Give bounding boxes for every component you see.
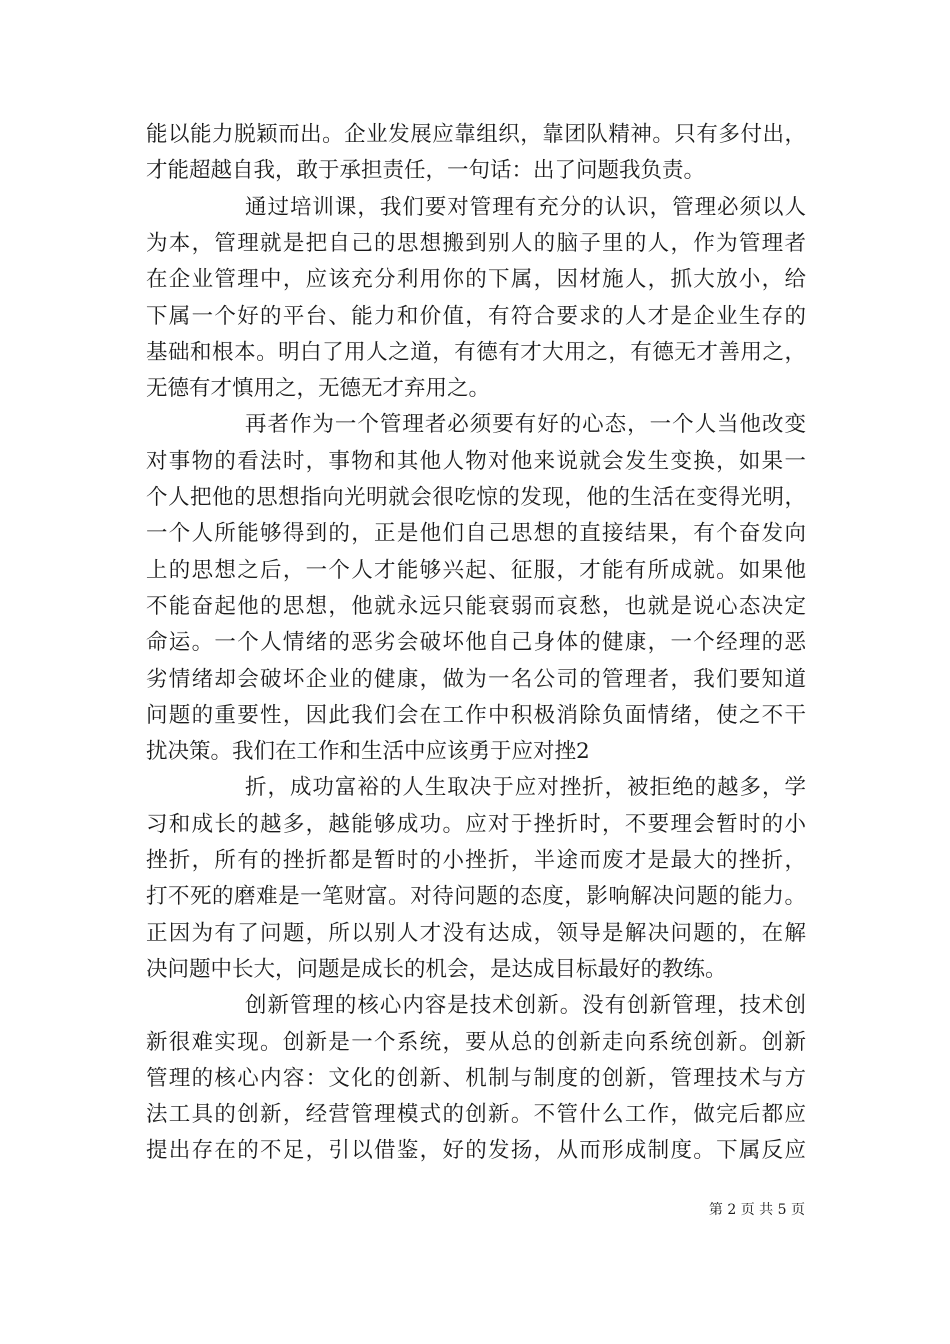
text-line: 一个人所能够得到的，正是他们自己思想的直接结果，有个奋发向: [146, 521, 806, 547]
text-line: 在企业管理中，应该充分利用你的下属，因材施人，抓大放小，给: [146, 267, 806, 293]
text-line: 对事物的看法时，事物和其他人物对他来说就会发生变换，如果一: [146, 448, 806, 474]
text-line: 无德有才慎用之，无德无才弃用之。: [146, 376, 491, 402]
text-line: 个人把他的思想指向光明就会很吃惊的发现，他的生活在变得光明，: [146, 485, 806, 510]
text-line: 下属一个好的平台、能力和价值，有符合要求的人才是企业生存的: [146, 303, 806, 329]
text-line: 创新管理的核心内容是技术创新。没有创新管理，技术创: [245, 993, 806, 1019]
text-line: 能以能力脱颖而出。企业发展应靠组织，靠团队精神。只有多付出，: [146, 122, 806, 147]
text-line: 才能超越自我，敢于承担责任，一句话：出了问题我负责。: [146, 158, 706, 184]
text-line: 折，成功富裕的人生取决于应对挫折，被拒绝的越多，学: [245, 775, 806, 801]
text-line: 正因为有了问题，所以别人才没有达成，领导是解决问题的，在解: [146, 920, 806, 946]
text-line: 习和成长的越多，越能够成功。应对于挫折时，不要理会暂时的小: [146, 811, 806, 837]
text-line: 问题的重要性，因此我们会在工作中积极消除负面情绪，使之不干: [146, 702, 806, 728]
text-line: 不能奋起他的思想，他就永远只能衰弱而哀愁，也就是说心态决定: [146, 593, 806, 619]
text-line: 再者作为一个管理者必须要有好的心态，一个人当他改变: [245, 412, 806, 438]
text-line: 打不死的磨难是一笔财富。对待问题的态度，影响解决问题的能力。: [146, 884, 806, 910]
text-line: 提出存在的不足，引以借鉴，好的发扬，从而形成制度。下属反应: [146, 1138, 806, 1164]
text-line: 为本，管理就是把自己的思想搬到别人的脑子里的人，作为管理者: [146, 230, 806, 256]
text-line: 上的思想之后，一个人才能够兴起、征服，才能有所成就。如果他: [146, 557, 806, 583]
text-line: 通过培训课，我们要对管理有充分的认识，管理必须以人: [245, 194, 806, 220]
text-line: 法工具的创新，经营管理模式的创新。不管什么工作，做完后都应: [146, 1102, 806, 1128]
text-line: 劣情绪却会破坏企业的健康，做为一名公司的管理者，我们要知道: [146, 666, 806, 692]
text-line: 扰决策。我们在工作和生活中应该勇于应对挫2: [146, 739, 590, 765]
text-line: 基础和根本。明白了用人之道，有德有才大用之，有德无才善用之，: [146, 339, 806, 365]
text-line: 管理的核心内容：文化的创新、机制与制度的创新，管理技术与方: [146, 1065, 806, 1091]
text-line: 决问题中长大，问题是成长的机会，是达成目标最好的教练。: [146, 956, 727, 982]
text-line: 挫折，所有的挫折都是暂时的小挫折，半途而废才是最大的挫折，: [146, 848, 806, 873]
text-line: 命运。一个人情绪的恶劣会破坏他自己身体的健康，一个经理的恶: [146, 630, 806, 656]
page-number-footer: 第 2 页 共 5 页: [708, 1202, 805, 1218]
text-line: 新很难实现。创新是一个系统，要从总的创新走向系统创新。创新: [146, 1029, 806, 1055]
